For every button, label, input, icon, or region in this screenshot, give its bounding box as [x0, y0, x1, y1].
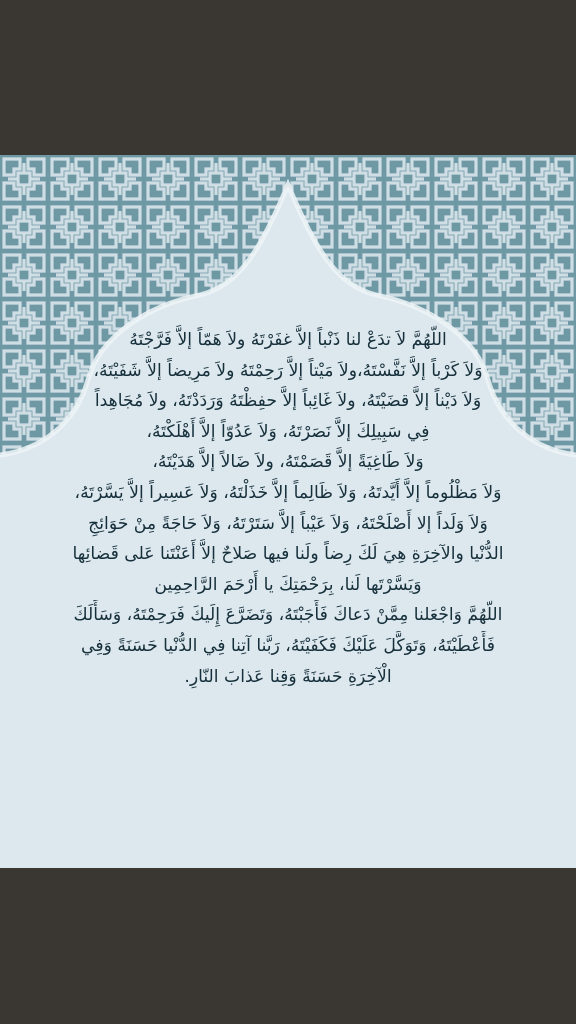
dua-line: اللّهُمَّ وَاجْعَلنا مِمَّنْ دَعاكَ فَأَجَبْتَهُ، وَتَضَرَّعَ إِلَيكَ فَرَحِمْتَهُ، وَسَأَلَكَ [73, 605, 503, 626]
bottom-frame-bar [0, 868, 576, 1024]
dua-line: الدُّنْيا والآخِرَةِ هِيَ لَكَ رِضاً ولَنا فيها صَلاحٌ إلاَّ أَعَنْتَنا عَلى قَضائِها [72, 544, 504, 565]
dua-line: اللّهُمَّ لاَ تدَعْ لنا ذَنْباً إلاَّ غفَرْتَهُ ولاَ هَمّاً إلاَّ فَرَّجْتَهُ [129, 330, 447, 350]
dua-line: وَلاَ كَرْباً إلاَّ نَفَّسْتَهُ،ولاَ مَيْتاً إلاَّ رَحِمْتَهُ ولاَ مَرِيضاً إلاَّ شَفَيْتَهُ، [93, 360, 483, 381]
dua-line: فِي سَبِيلِكَ إلاَّ نَصَرْتَهُ، وَلاَ عَدُوّاً إلاَّ أَهْلَكْتَهُ، [146, 421, 430, 442]
dua-line: وَلاَ مَظْلُوماً إلاَّ أَيَّدتَهُ، وَلاَ ظَالِماً إلاَّ خَذَلْتَهُ، وَلاَ عَسِيراً إلاَّ يَسَّرْتَهُ، [74, 482, 502, 503]
dua-line: الْآخِرَةِ حَسَنَةً وَقِنا عَذابَ النّارِ. [184, 666, 392, 687]
dua-line: وَلاَ طَاغِيَةً إلاَّ قَصَمْتَهُ، ولاَ ضَالاً إلاَّ هَدَيْتَهُ، [152, 452, 424, 473]
dua-line: وَلاَ دَيْناً إلاَّ قضَيْتَهُ، ولاَ غَائِباً إلاَّ حفِظْتَهُ وَرَدَدْتَهُ، ولاَ مُجَاهِداً [94, 391, 482, 412]
dua-card [0, 155, 576, 868]
dua-text-block [22, 325, 554, 692]
dua-line: وَلاَ وَلَداً إلا أَصْلَحْتَهُ، وَلاَ عَيْباً إلاَّ سَتَرْتَهُ، وَلاَ حَاجَةً مِنْ حَوَائِجِ [88, 513, 488, 534]
dua-line: فَأَعْطَيْتَهُ، وَتَوَكَّلَ عَلَيْكَ فَكَفَيْتَهُ، رَبَّنا آتِنا فِي الدُّنْيا حَسَنَةً وَفِي [81, 635, 495, 656]
top-frame-bar [0, 0, 576, 155]
dua-line: وَيَسَّرْتَها لَنا، بِرَحْمَتِكَ يا أَرْحَمَ الرَّاحِمِين [154, 574, 422, 595]
